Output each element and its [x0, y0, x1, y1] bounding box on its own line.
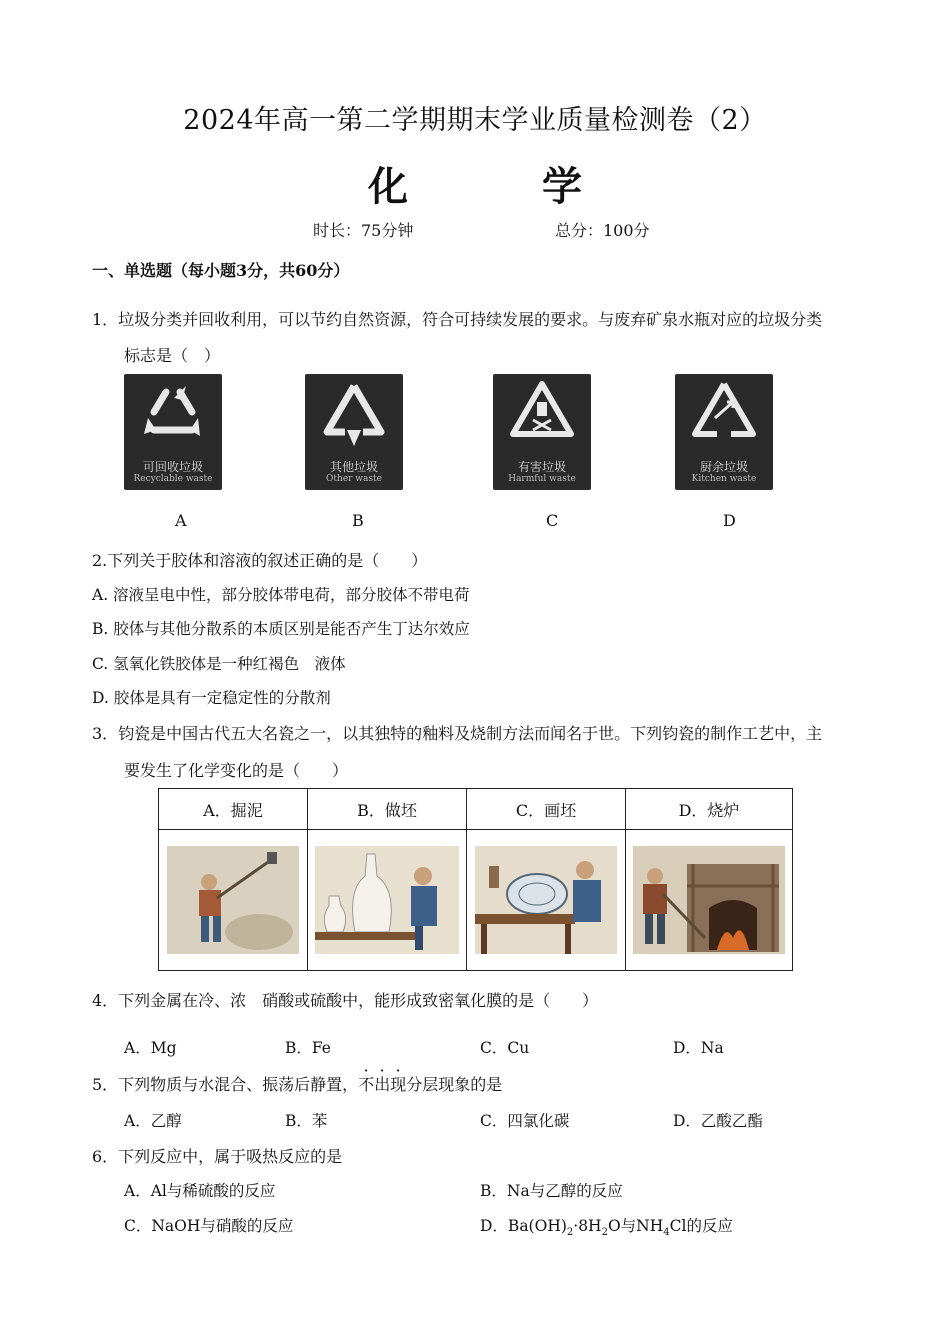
q5-option-a: A．乙醇 [124, 1112, 182, 1130]
total-score: 总分：100分 [555, 221, 650, 240]
q6-d-text: O与NH [607, 1217, 664, 1235]
q2-option-d: D. 胶体是具有一定稳定性的分散剂 [92, 689, 331, 707]
q5-option-b: B．苯 [285, 1112, 328, 1130]
q6-option-b: B．Na与乙醇的反应 [480, 1182, 623, 1200]
q1-stem-line1: 1．垃圾分类并回收利用，可以节约自然资源，符合可持续发展的要求。与废弃矿泉水瓶对应的垃圾分类 [92, 310, 823, 329]
q6-option-d [480, 1214, 733, 1238]
digging-clay-illustration [167, 846, 299, 954]
logo-en-label: Other waste [326, 474, 382, 484]
q5-emphasis-char: 现 [390, 1075, 407, 1094]
logo-cn-label: 有害垃圾 [517, 460, 566, 474]
q6-d-text: Cl的反应 [669, 1217, 733, 1235]
q1-option-b-letter: B [352, 511, 364, 530]
q3-header-b: B．做坯 [308, 789, 467, 830]
logo-cn-label: 其他垃圾 [329, 460, 378, 474]
kitchen-waste-icon [675, 374, 773, 458]
q1-stem-line2: 标志是（ ） [124, 346, 221, 365]
q2-stem: 2.下列关于胶体和溶液的叙述正确的是（ ） [92, 551, 428, 570]
other-waste-icon [305, 374, 403, 458]
q5-stem [92, 1072, 502, 1095]
q3-stem-line2: 要发生了化学变化的是（ ） [124, 761, 349, 780]
q6-d-text: D．Ba(OH) [480, 1217, 567, 1235]
q6-d-sub: 2 [601, 1227, 608, 1239]
q5-stem-post: 分层现象的是 [406, 1075, 503, 1094]
q3-image-cell [467, 830, 626, 971]
q3-stem-line1: 3．钧瓷是中国古代五大名瓷之一，以其独特的釉料及烧制方法而闻名于世。下列钧瓷的制作工艺中，主 [92, 724, 823, 743]
making-blank-illustration [315, 846, 459, 954]
q6-d-sub: 2 [566, 1227, 574, 1239]
q3-table [158, 788, 793, 971]
exam-title: 2024年高一第二学期期末学业质量检测卷（2） [183, 105, 767, 136]
q6-d-sub: 4 [663, 1227, 670, 1239]
q5-emphasis-char: 不 [358, 1075, 375, 1094]
q4-option-d: D．Na [673, 1039, 724, 1057]
q1-option-d-letter: D [723, 511, 736, 530]
q6-option-c: C．NaOH与硝酸的反应 [124, 1217, 294, 1235]
q3-image-cell [626, 830, 793, 971]
firing-kiln-illustration [633, 846, 785, 954]
kitchen-waste-logo [675, 374, 773, 490]
logo-en-label: Harmful waste [508, 474, 576, 484]
subject-title: 化 学 [368, 163, 642, 210]
q3-header-c: C．画坯 [467, 789, 626, 830]
q2-option-a: A. 溶液呈电中性，部分胶体带电荷，部分胶体不带电荷 [92, 586, 470, 604]
q6-option-a: A．Al与稀硫酸的反应 [124, 1182, 276, 1200]
painting-blank-illustration [475, 846, 617, 954]
q5-emphasis-char: 出 [374, 1075, 391, 1094]
q6-d-text: ·8H [573, 1217, 602, 1235]
logo-en-label: Kitchen waste [691, 474, 757, 484]
q3-image-cell [308, 830, 467, 971]
q5-option-d: D．乙酸乙酯 [673, 1112, 763, 1130]
logo-cn-label: 厨余垃圾 [699, 460, 748, 474]
q4-option-c: C．Cu [480, 1039, 530, 1057]
q1-option-c-letter: C [546, 511, 559, 530]
q1-option-a-letter: A [175, 511, 187, 530]
q6-stem: 6．下列反应中，属于吸热反应的是 [92, 1147, 343, 1166]
q5-stem-pre: 5．下列物质与水混合、振荡后静置， [92, 1075, 359, 1094]
q2-option-b: B. 胶体与其他分散系的本质区别是能否产生丁达尔效应 [92, 620, 470, 638]
recycle-logo [124, 374, 222, 490]
other-waste-logo [305, 374, 403, 490]
q4-option-b: B．Fe [285, 1039, 331, 1057]
q3-header-a: A．掘泥 [159, 789, 308, 830]
q3-image-cell [159, 830, 308, 971]
section-title: 一、单选题（每小题3分，共60分） [92, 261, 350, 280]
recycle-icon [124, 374, 222, 458]
q2-option-c: C. 氢氧化铁胶体是一种红褐色 液体 [92, 655, 346, 673]
harmful-waste-logo [493, 374, 591, 490]
q4-stem: 4．下列金属在冷、浓 硝酸或硫酸中，能形成致密氧化膜的是（ ） [92, 991, 599, 1010]
logo-cn-label: 可回收垃圾 [142, 460, 203, 474]
q4-option-a: A．Mg [124, 1039, 177, 1057]
logo-en-label: Recyclable waste [133, 474, 213, 484]
q5-option-c: C．四氯化碳 [480, 1112, 570, 1130]
q3-header-d: D．烧炉 [626, 789, 793, 830]
harmful-waste-icon [493, 374, 591, 458]
duration: 时长：75分钟 [313, 221, 414, 240]
